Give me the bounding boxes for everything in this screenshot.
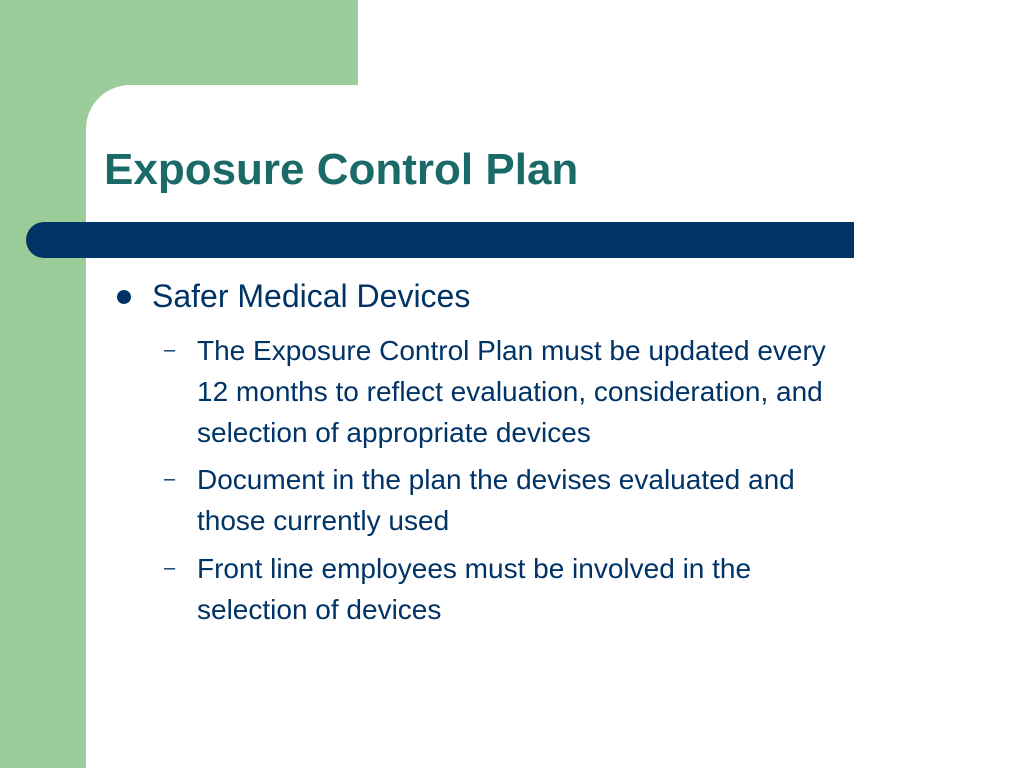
bullet-dot-icon	[117, 290, 131, 304]
sub-bullet-line: 12 months to reflect evaluation, consideration, and	[197, 376, 823, 407]
dash-bullet-icon: –	[164, 468, 176, 490]
sub-bullet-line: selection of appropriate devices	[197, 417, 591, 448]
bullet-heading: Safer Medical Devices	[152, 278, 471, 314]
sub-bullet-line: Front line employees must be involved in the	[197, 553, 752, 584]
sub-bullet-text	[197, 459, 987, 541]
dash-bullet-icon: –	[164, 557, 176, 579]
sub-bullet-line: selection of devices	[197, 594, 442, 625]
sub-bullet-line: The Exposure Control Plan must be updated every	[197, 335, 826, 366]
dash-bullet-icon: –	[164, 339, 176, 361]
sub-bullet-text	[197, 330, 987, 453]
slide-title: Exposure Control Plan	[104, 145, 579, 194]
sub-bullet-text	[197, 548, 987, 630]
sub-bullet-line: those currently used	[197, 505, 450, 536]
sub-bullet-line: Document in the plan the devises evaluated and	[197, 464, 795, 495]
